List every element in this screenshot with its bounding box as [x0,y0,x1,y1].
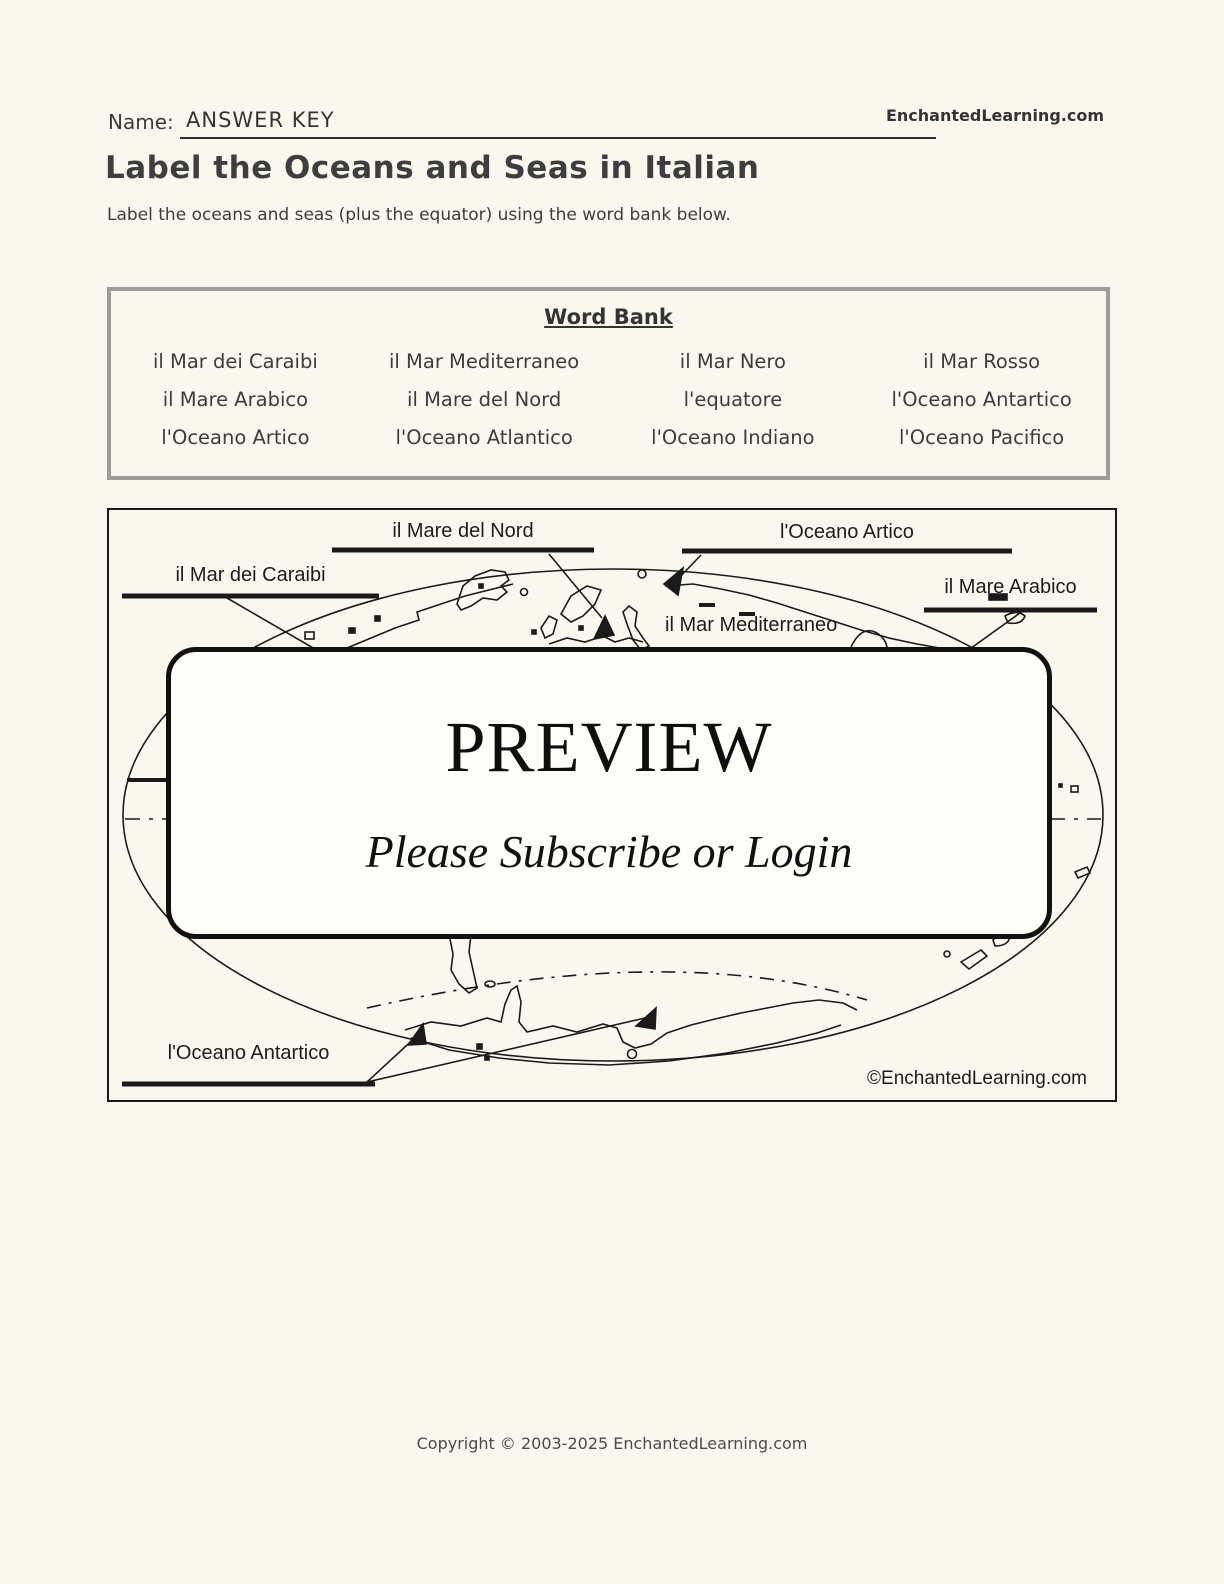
artico-arrow [664,568,683,595]
name-line [180,137,936,139]
map-figure [107,508,1117,1102]
word-bank-word: il Mar Nero [679,350,786,373]
map-label-oceano-antartico: l'Oceano Antartico [167,1042,330,1064]
preview-title: PREVIEW [445,707,773,787]
map-label-mare-arabico: il Mare Arabico [944,576,1077,598]
word-bank-word: il Mare del Nord [407,388,562,411]
map-label-oceano-artico: l'Oceano Artico [780,521,914,543]
word-bank-word: l'Oceano Indiano [651,426,815,449]
island [375,616,380,621]
island [477,1044,482,1049]
site-link[interactable]: EnchantedLearning.com [885,106,1104,125]
instructions-text: Label the oceans and seas (plus the equator) using the word bank below. [107,205,731,225]
word-bank-word: il Mar Mediterraneo [389,350,580,373]
island [579,626,583,630]
word-bank-word: l'Oceano Pacifico [899,426,1065,449]
word-bank-word: l'Oceano Artico [161,426,310,449]
word-bank-word: l'equatore [683,388,783,411]
italy [623,606,649,650]
word-bank-word: il Mar dei Caraibi [152,350,318,373]
island [1071,786,1078,792]
copyright-footer: Copyright © 2003-2025 EnchantedLearning.com [416,1434,808,1453]
new-zealand [961,950,987,969]
nord-leader-line [549,554,602,618]
island [479,584,483,588]
island [485,1056,489,1060]
map-label-mar-dei-caraibi: il Mar dei Caraibi [175,564,326,586]
name-label: Name: [108,110,174,134]
map-label-mare-del-nord: il Mare del Nord [392,520,534,542]
word-bank-word: il Mar Rosso [923,350,1041,373]
map-credit: ©EnchantedLearning.com [867,1068,1087,1089]
antarctica-upper-coast [405,986,857,1048]
antarctica-lower-coast [411,1025,841,1065]
preview-overlay[interactable] [166,647,1052,939]
word-bank-word: il Mare Arabico [162,388,309,411]
preview-subscribe-login-text[interactable]: Please Subscribe or Login [365,826,853,877]
antartico-leader-line [367,1018,645,1082]
map-label-mar-mediterraneo: il Mar Mediterraneo [665,614,838,636]
britain [541,616,557,638]
word-bank-word: l'Oceano Atlantico [395,426,573,449]
arctic-island [638,570,646,578]
word-bank-word: l'Oceano Antartico [891,388,1072,411]
name-answer-value: ANSWER KEY [186,108,335,132]
island [532,630,536,634]
nord-arrow [594,616,614,639]
iceland [521,589,528,596]
island [305,632,314,639]
word-bank-grid [111,343,1106,457]
island [944,951,950,957]
antartico-arrow [636,1008,656,1029]
island [628,1050,637,1059]
arabico-leader-line [967,613,1020,651]
word-bank-title: Word Bank [544,305,673,329]
island [349,628,355,633]
antartico-arrow [408,1024,426,1045]
word-bank-panel [107,287,1110,480]
south-america-tip [449,934,477,993]
page-title: Label the Oceans and Seas in Italian [105,150,760,186]
island [1059,784,1062,787]
